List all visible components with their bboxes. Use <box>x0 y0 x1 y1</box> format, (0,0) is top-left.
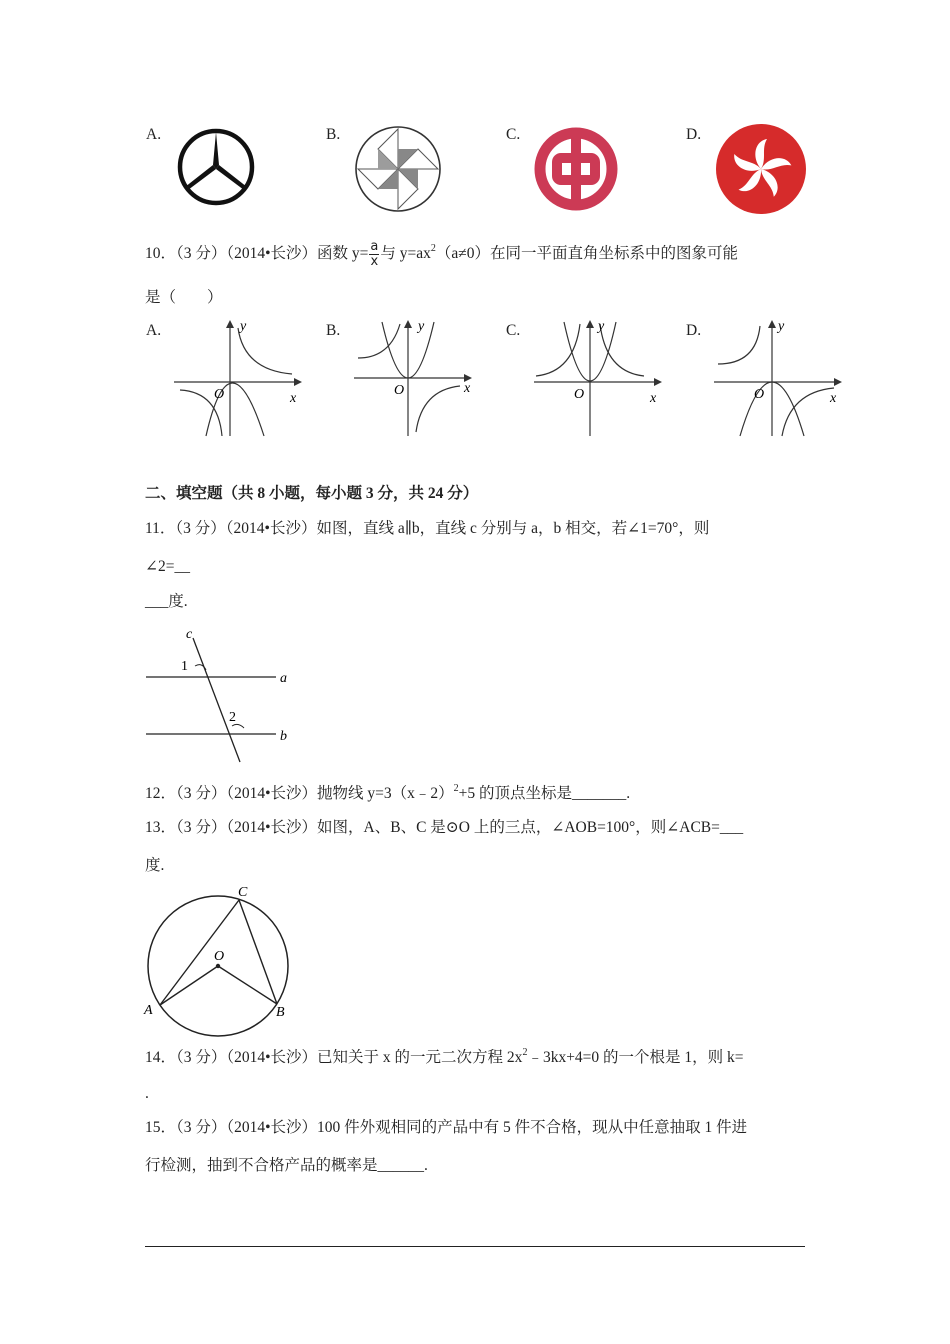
graph-b-y-label: y <box>418 319 425 334</box>
q13-line2: 度. <box>145 857 165 874</box>
q11-line3: ___度. <box>145 593 188 610</box>
q11-line1: 11．（3 分）（2014•长沙）如图，直线 a∥b，直线 c 分别与 a，b 相交，若∠1=70°，则 <box>145 520 710 537</box>
graph-c-x-label: x <box>650 391 657 406</box>
label-O: O <box>214 949 225 964</box>
graph-c-origin-label: O <box>574 387 585 402</box>
option-d-label: D. <box>686 126 702 143</box>
mercedes-star-logo <box>176 127 256 207</box>
option-b-label: B. <box>326 126 341 143</box>
label-angle-1: 1 <box>181 659 188 674</box>
graph-c <box>530 318 670 440</box>
graph-d-origin-label: O <box>754 387 765 402</box>
label-B: B <box>276 1005 285 1020</box>
q13-line1: 13．（3 分）（2014•长沙）如图，A、B、C 是⊙O 上的三点，∠AOB=100°，则∠ACB=___ <box>145 819 744 836</box>
circle-figure <box>140 880 300 1040</box>
graph-b-x-label: x <box>464 381 471 396</box>
graph-d <box>710 318 850 440</box>
graph-a <box>170 318 310 440</box>
graph-c-y-label: y <box>598 319 605 334</box>
graph-a-y-label: y <box>240 319 247 334</box>
q15-line2: 行检测，抽到不合格产品的概率是______. <box>145 1157 428 1174</box>
bank-of-china-logo <box>532 125 620 213</box>
option-c-label: C. <box>506 126 521 143</box>
q12-line: 12．（3 分）（2014•长沙）抛物线 y=3（x﹣2）$^2$+5 的顶点坐标是_______. <box>145 783 631 802</box>
q10-option-b-label: B. <box>326 322 341 339</box>
q10-option-d-label: D. <box>686 322 702 339</box>
q10-option-a-label: A. <box>146 322 162 339</box>
label-a: a <box>280 671 287 686</box>
pinwheel-logo <box>354 125 442 213</box>
q10-option-c-label: C. <box>506 322 521 339</box>
q10-line1: 10．（3 分）（2014•长沙）函数 y= $\frac{a}{x}$ 与 $y=ax^2(a\ne 0)$在同一平面直角坐标系中的图象可能 <box>145 239 739 269</box>
label-c: c <box>186 627 193 642</box>
graph-a-x-label: x <box>290 391 297 406</box>
q14-line1: 14．（3 分）（2014•长沙）已知关于 x 的一元二次方程 $2x^2﹣3kx+4=0$ 的一个根是 1，则 k= <box>145 1047 744 1066</box>
fraction-a-over-x: $\frac{a}{x}$ <box>370 239 379 269</box>
bauhinia-flag <box>715 123 807 215</box>
label-angle-2: 2 <box>229 710 236 725</box>
parallel-lines-figure <box>140 624 300 766</box>
label-C: C <box>238 885 248 900</box>
graph-d-x-label: x <box>830 391 837 406</box>
label-A: A <box>144 1003 153 1018</box>
q11-line2: ∠2=__ <box>145 558 190 575</box>
footer-divider <box>145 1246 805 1247</box>
label-b: b <box>280 729 287 744</box>
graph-b-origin-label: O <box>394 383 405 398</box>
graph-d-y-label: y <box>778 319 785 334</box>
option-a-label: A. <box>146 126 162 143</box>
q15-line1: 15．（3 分）（2014•长沙）100 件外观相同的产品中有 5 件不合格，现从中任意抽取 1 件进 <box>145 1119 748 1136</box>
section-title: 二、填空题（共 8 小题，每小题 3 分，共 24 分） <box>145 485 479 502</box>
q14-line2: . <box>145 1085 149 1102</box>
q10-line2: 是（ ） <box>145 289 223 306</box>
graph-a-origin-label: O <box>214 387 225 402</box>
graph-b <box>350 318 490 440</box>
